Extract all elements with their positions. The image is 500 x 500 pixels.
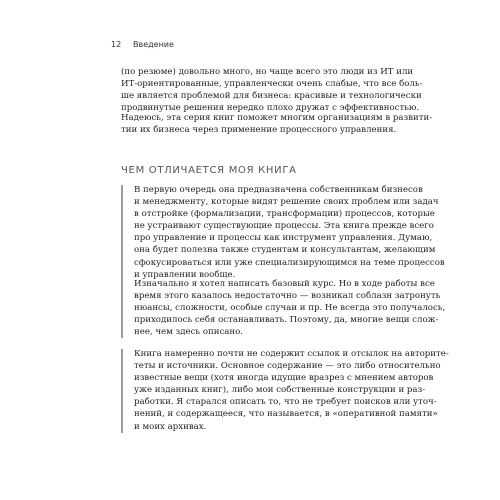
text-line: продвинутые решения нередко плохо дружат с эффективностью.	[121, 103, 420, 114]
text-line: работки. Я старался описать то, что не требует поисков или уточ-	[134, 397, 437, 408]
margin-rule	[121, 279, 123, 338]
text-line: в отстройке (формализации, трансформации) процессов, которые	[134, 209, 435, 220]
paragraph-3	[121, 348, 449, 433]
text-line: не устраивают существующие процессы. Эта книга прежде всего	[134, 221, 434, 232]
text-line: приходилось себя останавливать. Поэтому, да, многие вещи слож-	[134, 315, 439, 326]
text-line: Книга намеренно почти не содержит ссылок и отсылок на авторите-	[134, 349, 449, 359]
text-line: про управление и процессы как инструмент управления. Думаю,	[134, 233, 433, 244]
paragraph-block-1	[121, 184, 445, 281]
text-line: время этого казалось недостаточно — возникал соблазн затронуть	[134, 291, 441, 302]
text-column	[121, 66, 449, 432]
text-line: Изначально я хотел написать базовый курс. Но в ходе работы все	[134, 279, 435, 289]
text-line: ИТ-ориентированные, управленчески очень слабые, что все боль-	[121, 79, 423, 90]
text-line: и моих архивах.	[134, 421, 207, 432]
text-line: нюансы, сложности, особые случаи и пр. Не всегда это получалось,	[134, 303, 446, 314]
section-heading: ЧЕМ ОТЛИЧАЕТСЯ МОЯ КНИГА	[121, 165, 297, 176]
intro-paragraph-2	[121, 112, 432, 136]
running-head	[111, 40, 174, 49]
text-line: нений, и содержащееся, что называется, в «оперативной памяти»	[134, 409, 438, 420]
margin-rule	[121, 349, 123, 433]
text-line: уже изданных книг), либо мои собственные конструкции и раз-	[134, 385, 426, 396]
text-line: нее, чем здесь описано.	[134, 327, 244, 338]
text-line: ше является проблемой для бизнеса: красивые и технологически	[121, 91, 422, 102]
text-line: тии их бизнеса через применение процессного управления.	[121, 125, 397, 136]
text-line: сфокусироваться или уже специализирующимся на теме процессов	[134, 257, 445, 268]
paragraph-1	[121, 184, 445, 281]
text-line: и менеджменту, которые видят решение своих проблем или задач	[134, 197, 439, 208]
paragraph-block-3	[121, 348, 449, 433]
text-line: Надеюсь, эта серия книг поможет многим организациям в развити-	[121, 113, 433, 123]
intro-paragraph	[121, 66, 423, 114]
margin-rule	[121, 185, 123, 280]
text-line: (по резюме) довольно много, но чаще всего это люди из ИТ или	[121, 67, 414, 77]
paragraph-2	[121, 278, 445, 338]
paragraph-block-2	[121, 278, 445, 338]
text-line: В первую очередь она предназначена собственникам бизнесов	[134, 185, 423, 195]
text-line: она будет полезна также студентам и консультантам, желающим	[134, 245, 436, 256]
text-line: теты и источники. Основное содержание — это либо относительно	[134, 361, 441, 372]
running-head-section: Введение	[133, 40, 174, 49]
page-number: 12	[111, 40, 122, 49]
text-line: и управлении вообще.	[134, 269, 236, 280]
text-line: известные вещи (хотя иногда идущие вразрез с мнением авторов	[134, 373, 434, 384]
